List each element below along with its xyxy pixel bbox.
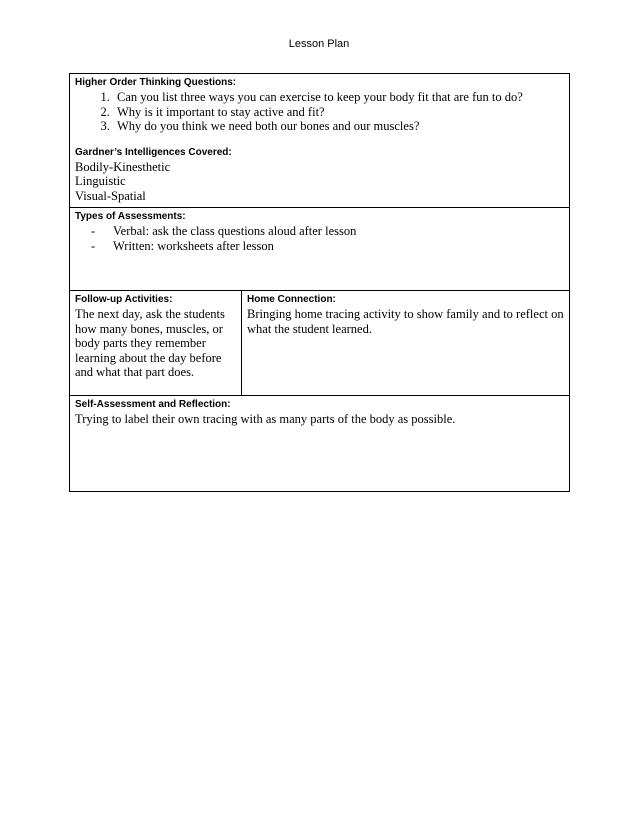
home-text: Bringing home tracing activity to show family and to reflect on what the student learned. bbox=[247, 307, 564, 336]
thinking-cell bbox=[70, 74, 570, 208]
self-title: Self-Assessment and Reflection: bbox=[75, 399, 231, 410]
assessment-text: Verbal: ask the class questions aloud after lesson bbox=[113, 224, 357, 238]
assessments-cell bbox=[70, 208, 570, 291]
row-self-assessment bbox=[70, 396, 570, 492]
hot-question: 1. Can you list three ways you can exercise to keep your body fit that are fun to do? bbox=[113, 90, 564, 105]
row-followup-home bbox=[70, 291, 570, 396]
assessments-title: Types of Assessments: bbox=[75, 211, 186, 222]
lesson-plan-table bbox=[69, 73, 570, 492]
hot-title: Higher Order Thinking Questions: bbox=[75, 77, 237, 88]
row-thinking bbox=[70, 74, 570, 208]
assessments-list bbox=[75, 224, 564, 253]
hot-question: 2. Why is it important to stay active and fit? bbox=[113, 105, 564, 120]
assessment-item: - Written: worksheets after lesson bbox=[91, 238, 274, 253]
row-assessments bbox=[70, 208, 570, 291]
followup-title: Follow-up Activities: bbox=[75, 294, 173, 305]
assessment-item: - Verbal: ask the class questions aloud after lesson bbox=[91, 224, 357, 238]
hot-questions-list bbox=[75, 90, 564, 134]
gardner-item: Visual-Spatial bbox=[75, 188, 146, 203]
self-cell bbox=[70, 396, 570, 492]
home-cell bbox=[242, 291, 570, 396]
gardner-title: Gardner’s Intelligences Covered: bbox=[75, 146, 232, 158]
gardner-item: Linguistic bbox=[75, 174, 126, 188]
followup-text: The next day, ask the students how many bones, muscles, or body parts they remember learning about the day before and what that part does. bbox=[75, 307, 225, 379]
self-text: Trying to label their own tracing with as many parts of the body as possible. bbox=[75, 412, 456, 426]
assessment-text: Written: worksheets after lesson bbox=[113, 238, 274, 253]
followup-cell bbox=[70, 291, 242, 396]
hot-question: 3. Why do you think we need both our bones and our muscles? bbox=[113, 119, 564, 134]
page-title: Lesson Plan bbox=[288, 38, 350, 50]
home-title: Home Connection: bbox=[247, 294, 336, 305]
gardner-item: Bodily-Kinesthetic bbox=[75, 159, 171, 174]
